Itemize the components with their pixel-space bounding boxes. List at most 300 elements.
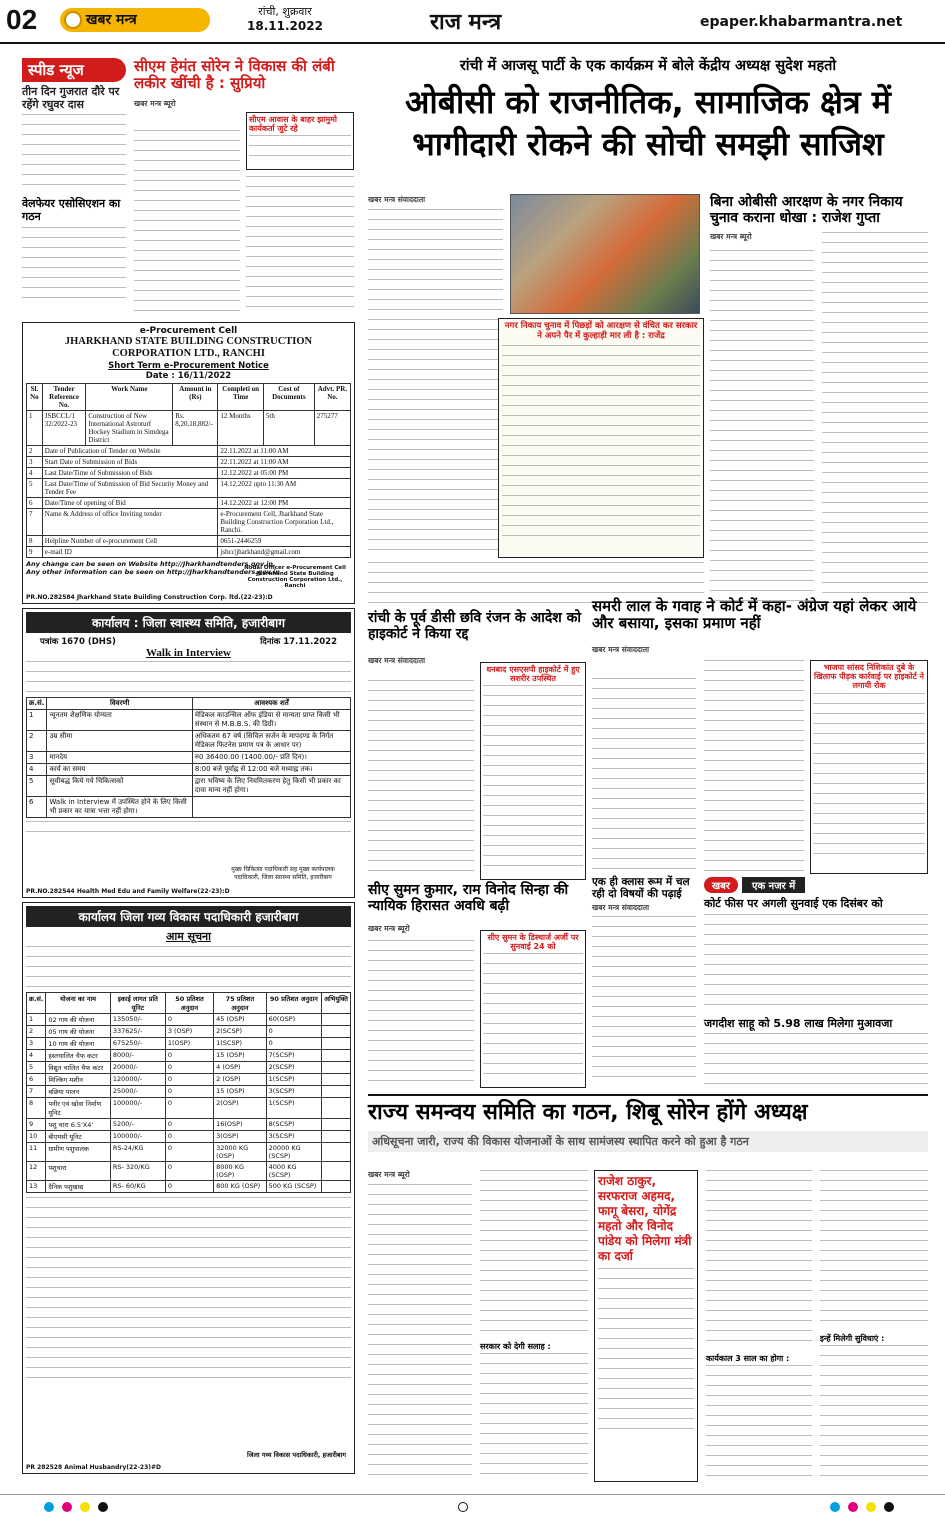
animal-row [27,1098,351,1119]
animal-cell: 3 (OSP) [165,1026,213,1038]
animal-cell: 2 [27,1026,46,1038]
health-cell: कार्य का समय [47,764,192,776]
tender-detail-no: 8 [27,536,43,547]
speed-news-headline-2: वेलफेयर एसोसिएशन का गठन [22,197,121,223]
health-row [27,797,351,818]
animal-col-header: क्र.सं. [27,993,46,1014]
health-cell: Walk in Interview में उपस्थित होने के लिए किसी भी प्रकार का यात्रा भत्ता नहीं होगा। [47,797,192,818]
registration-mark-yellow-2 [866,1502,876,1512]
tender-detail-row [27,536,351,547]
coin-icon [64,11,82,29]
speed-news-tag: स्पीड न्यूज [22,58,126,82]
tender-date: Date : 16/11/2022 [145,371,232,381]
tender-col-header: Sl. No [27,384,43,411]
health-office: कार्यालय : जिला स्वास्थ्य समिति, हजारीबाग [26,612,351,633]
animal-row [27,1074,351,1086]
chhavi-inset-title: धनबाद एसएसपी हाइकोर्ट में हुए सशरीर उपस्थित [486,665,580,684]
tender-detail-no: 9 [27,547,43,558]
soren-body-col2 [246,176,354,316]
health-col-header: आवश्यक शर्तें [192,698,350,710]
animal-cell: 8000/- [110,1050,165,1062]
animal-remark-cell [322,1098,351,1119]
tender-col-header: Advt. PR. No. [314,384,350,411]
animal-row [27,1050,351,1062]
tender-detail-label: e-mail ID [42,547,218,558]
animal-cell: 100000/- [110,1131,165,1143]
tender-col-header: Completi on Time [218,384,264,411]
tender-detail-value: 0651-2446259 [218,536,351,547]
animal-cell: 0 [165,1143,213,1162]
animal-row [27,1162,351,1181]
edition-date: 18.11.2022 [247,19,323,33]
bottom-body-5b [820,1345,928,1477]
health-cell: सूचीबद्ध किये गये चिकित्सकों [47,776,192,797]
animal-cell: RS- 320/KG [110,1162,165,1181]
bottom-body-4b [706,1365,812,1477]
tender-table-row [27,411,351,446]
tender-detail-value: 14.12.2022 at 12:00 PM [218,498,351,509]
bottom-subhead: अधिसूचना जारी, राज्य की विकास योजनाओं के साथ सामंजस्य स्थापित करने को हुआ है गठन [368,1131,928,1152]
health-col-header: विवरणी [47,698,192,710]
glance-body-2 [704,1033,928,1085]
animal-cell: 2(SCSP) [214,1026,267,1038]
speed-news [22,58,126,318]
tender-detail-value: 22.11.2022 at 11:00 AM [218,446,351,457]
glance-headline-1: कोर्ट फीस पर अगली सुनवाई एक दिसंबर को [704,897,883,910]
animal-cell: 0 [165,1014,213,1026]
tender-cell: Rs. 8,20,18,882/- [173,411,218,446]
bottom-body-5a [820,1170,928,1330]
tender-detail-value: 22.11.2022 at 11:00 AM [218,457,351,468]
classroom-byline: खबर मन्त्र संवाददाता [592,903,650,913]
tender-signer: Nodal Officer e-Procurement Cell Jharkhand State Building Construction Corporation Ltd., Ranchi [244,565,346,589]
tender-detail-value: jsbcc|jharkhand@gmail.com [218,547,351,558]
suman-story [368,882,586,1087]
animal-cell: पशु चारा 6.5'X4' [46,1119,110,1131]
animal-row [27,1143,351,1162]
rally-photo [510,194,700,314]
animal-remark-cell [322,1143,351,1162]
health-cell: अधिकतम 67 वर्ष (सिविल सर्जन के मापदण्ड के निर्गत मेडिकल फिटनेस प्रमाण पत्र के आधार पर) [192,731,350,752]
bottom-sidebar-body [598,1268,694,1436]
animal-cell: 15 (OSP) [214,1086,267,1098]
animal-cell: 0 [165,1062,213,1074]
bottom-col-4 [706,1170,812,1482]
tender-detail-label: Date of Publication of Tender on Website [42,446,218,457]
animal-cell: बीएमसी यूनिट [46,1131,110,1143]
animal-col-header: 50 प्रतिशत अनुदान [165,993,213,1014]
animal-row [27,1131,351,1143]
suman-inset-title: सीए सुमन के डिस्चार्ज अर्जी पर सुनवाई 24 को [487,933,579,952]
animal-cell: 20000 KG (SCSP) [266,1143,321,1162]
registration-mark-cyan [44,1502,54,1512]
speed-news-body-2 [22,227,126,301]
animal-remark-cell [322,1050,351,1062]
bottom-body-1 [368,1184,472,1482]
animal-cell: RS-24/KG [110,1143,165,1162]
page-number: 02 [6,4,38,35]
animal-cell: 2(SCSP) [266,1062,321,1074]
animal-row [27,1181,351,1193]
lead-headline: ओबीसी को राजनीतिक, सामाजिक क्षेत्र में भागीदारी रोकने की सोची समझी साजिश [405,82,891,163]
animal-remark-cell [322,1062,351,1074]
animal-cell: 4 (OSP) [214,1062,267,1074]
health-col-header: क्र.सं. [27,698,47,710]
soren-subbox-title: सीएम आवास के बाहर झामुमो कार्यकर्ता जुटे रहे [249,115,337,134]
animal-cell: 675250/- [110,1038,165,1050]
suman-body-1 [368,940,474,1088]
animal-cell: 0 [165,1098,213,1119]
samri-body-1 [592,678,696,874]
animal-cell: RS- 60/KG [110,1181,165,1193]
animal-remark-cell [322,1131,351,1143]
classroom-body [592,916,696,1078]
tender-pr: PR.NO.282584 Jharkhand State Building Construction Corp. ltd.(22-23):D [26,594,273,601]
health-intro [26,661,351,695]
tender-cell: 12 Months [218,411,264,446]
glance-box [704,876,928,1088]
animal-remark-cell [322,1038,351,1050]
health-date: दिनांक 17.11.2022 [260,637,337,647]
health-footnote [26,821,351,841]
animal-cell: 7 [27,1086,46,1098]
tender-detail-row [27,457,351,468]
animal-cell: 7(SCSP) [266,1050,321,1062]
registration-mark-yellow [80,1502,90,1512]
animal-remark-cell [322,1181,351,1193]
bottom-head [368,1094,928,1154]
soren-headline: सीएम हेमंत सोरेन ने विकास की लंबी लकीर खींची है : सुप्रियो [134,57,335,93]
brand-logo: खबर मन्त्र [60,8,210,32]
health-cell: 6 [27,797,47,818]
tender-detail-row [27,446,351,457]
suman-inset-body [483,953,583,1081]
lead-story-head [368,58,928,190]
tender-detail-value: e-Procurement Cell, Jharkhand State Building Construction Corporation Ltd., Ranchi. [218,509,351,536]
tender-detail-label: Helpline Number of e-procurement Cell [42,536,218,547]
animal-cell: 1(SCSP) [214,1038,267,1050]
lead-inset [498,318,704,558]
animal-cell: 1(SCSP) [266,1074,321,1086]
animal-cell: पनीर एवं खोवा निर्माण यूनिट [46,1098,110,1119]
animal-cell: 3(SCSP) [266,1086,321,1098]
samri-byline: खबर मन्त्र संवाददाता [592,644,650,654]
animal-cell: 10 गाय की योजना [46,1038,110,1050]
suman-byline: खबर मन्त्र ब्यूरो [368,924,410,934]
animal-cell: 9 [27,1119,46,1131]
tender-detail-no: 3 [27,457,43,468]
chhavi-headline: रांची के पूर्व डीसी छवि रंजन के आदेश को हाइकोर्ट ने किया रद्द [368,610,582,643]
health-row [27,776,351,797]
lead-inset-body [502,345,700,545]
soren-subbox-body [249,135,351,163]
tender-detail-no: 4 [27,468,43,479]
animal-cell: 0 [165,1131,213,1143]
bottom-body-2b [480,1353,588,1479]
tender-detail-value: 12.12.2022 at 05:00 PM [218,468,351,479]
tender-col-header: Amount in (Rs) [173,384,218,411]
registration-mark-magenta-2 [848,1502,858,1512]
animal-cell: 800 KG (OSP) [214,1181,267,1193]
health-cell: 5 [27,776,47,797]
health-row [27,710,351,731]
bottom-cols-left [368,1170,588,1482]
bottom-cols-right [706,1170,928,1482]
samri-story [592,598,928,874]
samri-body-2 [704,660,804,874]
animal-cell: 02 गाय की योजना [46,1014,110,1026]
tender-detail-label: Last Date/Time of Submission of Bids [42,468,218,479]
registration-mark-magenta [62,1502,72,1512]
tender-detail-no: 6 [27,498,43,509]
gupta-headline: बिना ओबीसी आरक्षण के नगर निकाय चुनाव कराना धोखा : राजेश गुप्ता [710,194,903,227]
lead-byline: खबर मन्त्र संवाददाता [368,195,426,204]
animal-cell: 32000 KG (OSP) [214,1143,267,1162]
chhavi-inset [480,662,586,880]
soren-story [134,58,356,318]
footer [0,1494,945,1517]
tender-cell: 5th [263,411,314,446]
glance-body-1 [704,914,928,1014]
tender-detail-no: 5 [27,479,43,498]
bottom-body-4a [706,1170,812,1350]
masthead [0,0,945,44]
animal-conditions [26,1197,351,1385]
animal-remark-cell [322,1119,351,1131]
animal-cell: 4 [27,1050,46,1062]
epaper-url[interactable]: epaper.khabarmantra.net [700,14,903,30]
animal-signer: जिला गव्य विकास पदाधिकारी, हजारीबाग [246,1451,346,1459]
animal-row [27,1086,351,1098]
bottom-sidebar-title: राजेश ठाकुर, सरफराज अहमद, फागू बेसरा, योगेंद्र महतो और विनोद पांडेय को मिलेगा मंत्री का दर्जा [598,1174,692,1263]
bottom-sub-3: इन्हें मिलेगी सुविधाएं : [820,1334,885,1343]
animal-cell: 20000/- [110,1062,165,1074]
speed-news-headline-1: तीन दिन गुजरात दौरे पर रहेंगे रघुवर दास [22,85,120,111]
animal-pr: PR 282528 Animal Husbandry(22-23)#D [26,1464,161,1471]
animal-cell: 0 [266,1026,321,1038]
animal-cell: 337625/- [110,1026,165,1038]
tender-table [26,383,351,558]
glance-headline-2: जगदीश साहू को 5.98 लाख मिलेगा मुआवजा [704,1016,893,1030]
animal-cell: 0 [266,1038,321,1050]
bottom-headline: राज्य समन्वय समिति का गठन, शिबू सोरेन होंगे अध्यक्ष [368,1100,808,1125]
animal-cell: 13 [27,1181,46,1193]
bottom-sub-1: सरकार को देगी सलाह : [480,1342,551,1351]
health-cell: 4 [27,764,47,776]
animal-cell: 0 [165,1119,213,1131]
animal-cell: 1(SCSP) [266,1098,321,1119]
animal-cell: 3(OSP) [214,1131,267,1143]
health-cell: मानदेय [47,752,192,764]
animal-table-header [27,993,351,1014]
tender-note-2: Any other information can be seen on http://Jharkhandtenders.gov.in [26,568,280,576]
tender-detail-label: Last Date/Time of Submission of Bid Security Money and Tender Fee [42,479,218,498]
tender-detail-row [27,509,351,536]
animal-title: आम सूचना [165,930,212,943]
soren-byline: खबर मन्त्र ब्यूरो [134,98,176,108]
animal-cell: 10 [27,1131,46,1143]
animal-row [27,1026,351,1038]
gupta-byline: खबर मन्त्र ब्यूरो [710,232,752,242]
tender-note-1: Any change can be seen on Website http://Jharkhandtenders.gov.in. [26,560,276,568]
animal-cell: 5200/- [110,1119,165,1131]
chhavi-body-1 [368,680,474,880]
tender-cell: e-Procurement Cell [139,326,238,336]
lead-body-1 [368,209,503,554]
animal-cell: 1 [27,1014,46,1026]
animal-row [27,1119,351,1131]
animal-col-header: अभियुक्ति [322,993,351,1014]
animal-cell: 8 [27,1098,46,1119]
animal-notice [22,902,355,1474]
chhavi-inset-body [483,685,583,871]
lead-col-1 [368,195,503,555]
suman-headline: सीए सुमन कुमार, राम विनोद सिन्हा की न्यायिक हिरासत अवधि बढ़ी [368,882,569,915]
animal-cell: 0 [165,1074,213,1086]
tender-notice [22,322,355,604]
animal-cell: 2(OSP) [214,1098,267,1119]
chhavi-byline: खबर मन्त्र संवाददाता [368,656,426,666]
tender-cell: 275277 [314,411,350,446]
animal-cell: 8(SCSP) [266,1119,321,1131]
animal-cell: 3 [27,1038,46,1050]
tender-detail-no: 7 [27,509,43,536]
bottom-body-2a [480,1170,588,1338]
animal-cell: 25000/- [110,1086,165,1098]
samri-inset-title: भाजपा सांसद निशिकांत दुबे के खिलाफ पीड़क कार्रवाई पर हाइकोर्ट ने लगायी रोक [814,663,924,691]
health-cell: 8:00 बजे पूर्वाह्न से 12:00 बजे मध्याह्न तक। [192,764,350,776]
tender-col-header: Work Name [86,384,173,411]
health-title: Walk in Interview [146,647,231,659]
animal-cell: 135050/- [110,1014,165,1026]
health-ref: पत्रांक 1670 (DHS) [40,637,116,647]
animal-cell: 0 [165,1086,213,1098]
health-notice [22,608,355,898]
bottom-col-5 [820,1170,928,1482]
animal-col-header: योजना का नाम [46,993,110,1014]
animal-cell: 6 [27,1074,46,1086]
animal-row [27,1014,351,1026]
animal-remark-cell [322,1162,351,1181]
glance-tag: एक नजर में [742,877,805,893]
animal-cell: 0 [165,1162,213,1181]
animal-cell: 60(OSP) [266,1014,321,1026]
animal-remark-cell [322,1074,351,1086]
health-cell: रु0 36400.00 (1400.00/- प्रति दिन)। [192,752,350,764]
animal-cell: 15 (OSP) [214,1050,267,1062]
animal-cell: 0 [165,1181,213,1193]
animal-cell: 1(OSP) [165,1038,213,1050]
animal-cell: 11 [27,1143,46,1162]
tender-col-header: Tender Reference No. [42,384,86,411]
animal-cell: 5 [27,1062,46,1074]
classroom-headline: एक ही क्लास रूम में चल रही दो विषयों की पढ़ाई [592,876,690,901]
health-table-header [27,698,351,710]
animal-cell: बछिया पालन [46,1086,110,1098]
health-cell: न्यूनतम शैक्षणिक योग्यता [47,710,192,731]
animal-remark-cell [322,1086,351,1098]
tender-detail-row [27,479,351,498]
animal-cell: दैनिक पशुखाद्य [46,1181,110,1193]
soren-subbox [246,112,354,170]
samri-headline: समरी लाल के गवाह ने कोर्ट में कहा- अंग्रेज यहां लेकर आये और बसाया, इसका प्रमाण नहीं [592,597,917,633]
health-cell: द्वारा भविष्य के लिए नियमितकरण हेतु किसी भी प्रकार का दावा मान्य नहीं होगा। [192,776,350,797]
health-row [27,752,351,764]
city-day: रांची, शुक्रवार [258,5,312,18]
health-cell [192,797,350,818]
animal-cell: हस्तचालित चैफ कटर [46,1050,110,1062]
tender-detail-row [27,468,351,479]
health-row [27,731,351,752]
registration-mark-cyan-2 [830,1502,840,1512]
tender-notice-title: Short Term e-Procurement Notice [108,361,269,371]
animal-cell: 3(SCSP) [266,1131,321,1143]
animal-cell: 4000 KG (SCSP) [266,1162,321,1181]
animal-office: कार्यालय जिला गव्य विकास पदाधिकारी हजारीबाग [26,906,351,927]
health-cell: उम्र सीमा [47,731,192,752]
animal-remark-cell [322,1014,351,1026]
animal-row [27,1062,351,1074]
tender-detail-value: 14.12.2022 upto 11:30 AM [218,479,351,498]
animal-cell: 05 गाय की योजना [46,1026,110,1038]
health-row [27,764,351,776]
tender-table-header [27,384,351,411]
tender-detail-row [27,498,351,509]
gupta-body-2 [822,232,928,604]
glance-brand: खबर [704,877,738,893]
health-cell: 2 [27,731,47,752]
tender-org: JHARKHAND STATE BUILDING CONSTRUCTION CORPORATION LTD., RANCHI [64,336,313,359]
tender-detail-row [27,547,351,558]
animal-remark-cell [322,1026,351,1038]
suman-inset [480,930,586,1088]
tender-detail-label: Start Date of Submission of Bids [42,457,218,468]
section-name: राज मन्त्र [430,10,502,35]
lead-inset-title: नगर निकाय चुनाव में पिछड़ों को आरक्षण से वंचित कर सरकार ने अपने पैर में कुल्हाड़ी मार ली है : राजेंद्र [504,321,698,341]
animal-row [27,1038,351,1050]
animal-table [26,992,351,1193]
animal-cell: 8000 KG (OSP) [214,1162,267,1181]
soren-body-col1 [134,130,240,316]
health-table [26,697,351,818]
tender-cell: JSBCCL/1 32/2022-23 [42,411,86,446]
health-cell: 3 [27,752,47,764]
animal-cell: ग्रामीण पशुपालक [46,1143,110,1162]
crosshair-icon [458,1502,468,1512]
bottom-col-2 [480,1170,588,1482]
tender-detail-no: 2 [27,446,43,457]
samri-inset-body [813,693,925,863]
health-cell: मेडिकल काउन्सिल ऑफ इंडिया से मान्यता प्राप्त किसी भी संस्थान से M.B.B.S. की डिग्री। [192,710,350,731]
animal-cell: 0 [165,1050,213,1062]
animal-cell: मिल्किंग मशीन [46,1074,110,1086]
health-cell: 1 [27,710,47,731]
tender-detail-label: Name & Address of office Inviting tender [42,509,218,536]
animal-cell: 100000/- [110,1098,165,1119]
animal-col-header: 75 प्रतिशत अनुदान [214,993,267,1014]
health-signer: मुख्य चिकित्सा पदाधिकारी सह मुख्य कार्यपालक पदाधिकारी, जिला स्वास्थ्य समिति, हजारीबाग [231,866,335,881]
tender-col-header: Cost of Documents [263,384,314,411]
tender-cell: Construction of New International Astroturf Hockey Stadium in Simdega District [86,411,173,446]
speed-news-body-1 [22,114,126,194]
animal-cell: 120000/- [110,1074,165,1086]
health-pr: PR.NO.282544 Health Med Edu and Family Welfare(22-23):D [26,888,230,895]
dateline [240,4,330,34]
gupta-body-1 [710,250,814,604]
animal-cell: 16(OSP) [214,1119,267,1131]
tender-detail-label: Date/Time of opening of Bid [42,498,218,509]
gupta-story [710,194,928,604]
